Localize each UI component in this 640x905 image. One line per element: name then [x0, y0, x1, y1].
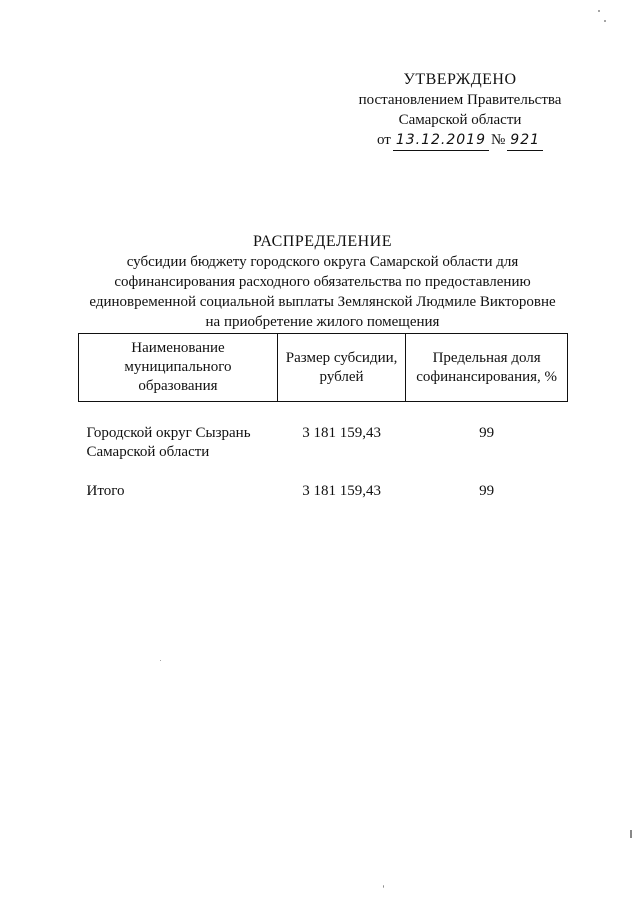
- handwritten-date: 13.12.2019: [393, 130, 489, 151]
- total-share: 99: [479, 483, 495, 499]
- header-cofinancing-share: Предельная доля софинансирования, %: [406, 334, 568, 402]
- subsidy-amount: 3 181 159,43: [302, 425, 381, 441]
- title-line-2: софинансирования расходного обязательства по предоставлению: [114, 274, 531, 290]
- total-amount: 3 181 159,43: [302, 483, 381, 499]
- table-header-row: [79, 334, 568, 402]
- approval-line-1: постановлением Правительства: [358, 92, 562, 108]
- header-subsidy-amount: Размер субсидии, рублей: [277, 334, 405, 402]
- scan-speck: [598, 10, 600, 12]
- municipality-name: Городской округ Сызрань Самарской области: [86, 425, 251, 460]
- table-row-total: [79, 462, 568, 501]
- approval-stamp: [340, 70, 580, 151]
- scan-speck: [383, 885, 384, 888]
- scan-speck: [604, 20, 606, 22]
- distribution-table: [78, 333, 568, 501]
- total-label: Итого: [86, 483, 125, 499]
- scan-speck: [630, 830, 632, 838]
- date-prefix: от: [376, 132, 391, 148]
- scan-speck: [160, 660, 161, 661]
- cofinancing-share: 99: [479, 425, 495, 441]
- header-municipality: Наименование муниципального образования: [79, 334, 278, 402]
- approval-heading: УТВЕРЖДЕНО: [403, 71, 517, 88]
- document-title: РАСПРЕДЕЛЕНИЕ: [253, 233, 392, 250]
- number-prefix: №: [490, 132, 506, 148]
- title-line-1: субсидии бюджету городского округа Самарской области для: [126, 254, 519, 270]
- document-title-block: [60, 232, 585, 332]
- title-line-4: на приобретение жилого помещения: [205, 314, 440, 330]
- approval-line-2: Самарской области: [398, 112, 522, 128]
- title-line-3: единовременной социальной выплаты Землянской Людмиле Викторовне: [89, 294, 556, 310]
- table-row: [79, 402, 568, 463]
- handwritten-number: 921: [507, 130, 543, 151]
- approval-date-number: [340, 130, 580, 151]
